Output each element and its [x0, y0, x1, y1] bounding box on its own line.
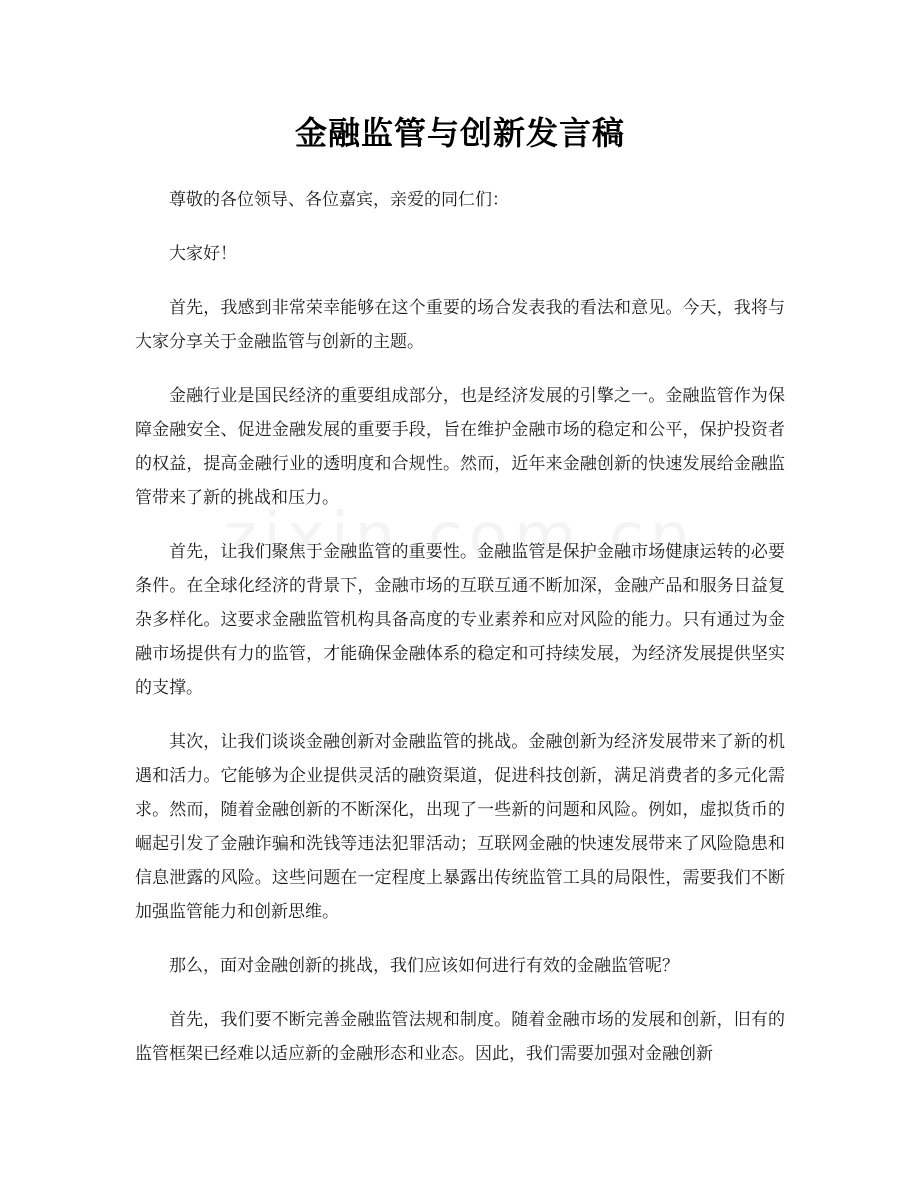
- paragraph-question: 那么，面对金融创新的挑战，我们应该如何进行有效的金融监管呢？: [169, 956, 679, 976]
- paragraph-importance: 首先，让我们聚焦于金融监管的重要性。金融监管是保护金融市场健康运转的必要条件。在全球化经济的背景下，金融市场的互联互通不断加深，金融产品和服务日益复杂多样化。这要求金融监管机构具备高度的专业素养和应对风险的能力。只有通过为金融市场提供有力的监管，才能确保金融体系的稳定和可持续发展，为经济发展提供坚实的支撑。: [135, 542, 785, 698]
- paragraph-background: 金融行业是国民经济的重要组成部分，也是经济发展的引擎之一。金融监管作为保障金融安全、促进金融发展的重要手段，旨在维护金融市场的稳定和公平，保护投资者的权益，提高金融行业的透明度和合规性。然而，近年来金融创新的快速发展给金融监管带来了新的挑战和压力。: [135, 386, 785, 508]
- paragraph-intro: 首先，我感到非常荣幸能够在这个重要的场合发表我的看法和意见。今天，我将与大家分享关于金融监管与创新的主题。: [135, 298, 785, 352]
- paragraph-greeting: 大家好！: [169, 244, 237, 264]
- paragraph-salutation: 尊敬的各位领导、各位嘉宾，亲爱的同仁们：: [169, 190, 509, 210]
- paragraph-regulation: 首先，我们要不断完善金融监管法规和制度。随着金融市场的发展和创新，旧有的监管框架已经难以适应新的金融形态和业态。因此，我们需要加强对金融创新: [135, 1010, 785, 1064]
- paragraph-challenges: 其次，让我们谈谈金融创新对金融监管的挑战。金融创新为经济发展带来了新的机遇和活力。它能够为企业提供灵活的融资渠道，促进科技创新，满足消费者的多元化需求。然而，随着金融创新的不断深化，出现了一些新的问题和风险。例如，虚拟货币的崛起引发了金融诈骗和洗钱等违法犯罪活动；互联网金融的快速发展带来了风险隐患和信息泄露的风险。这些问题在一定程度上暴露出传统监管工具的局限性，需要我们不断加强监管能力和创新思维。: [135, 732, 785, 922]
- document-title: 金融监管与创新发言稿: [294, 114, 625, 152]
- document-body: [135, 183, 785, 1091]
